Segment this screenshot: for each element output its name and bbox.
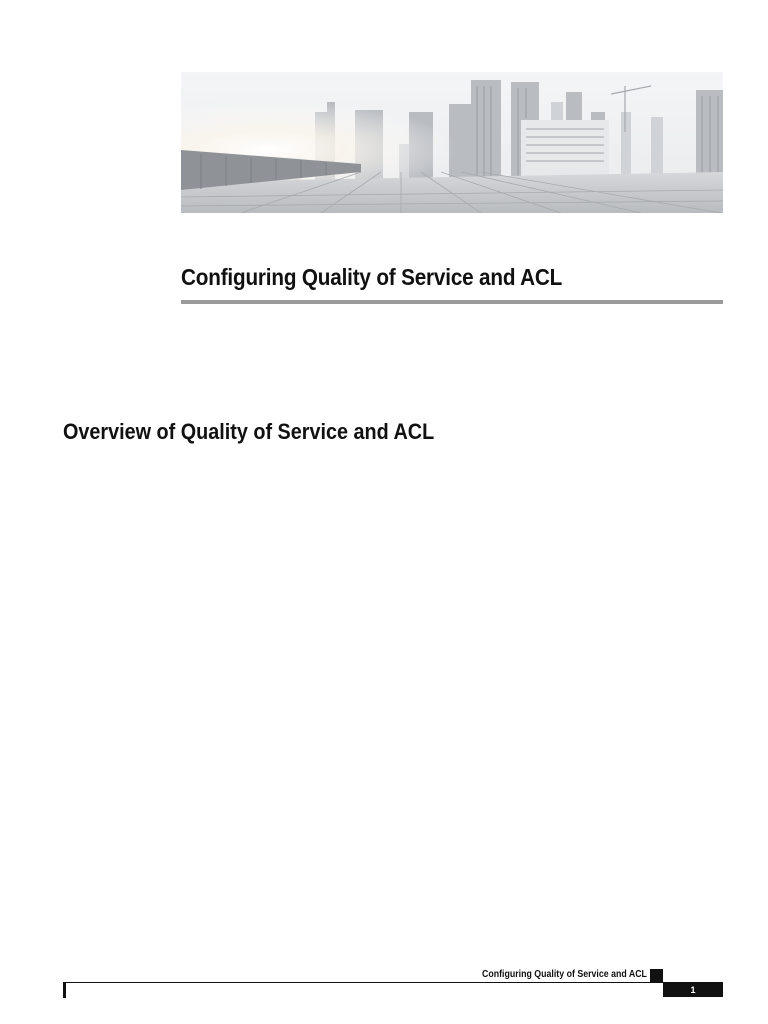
title-underline-rule bbox=[181, 300, 723, 304]
footer-marker-square bbox=[650, 969, 663, 982]
header-banner-image bbox=[181, 72, 723, 213]
footer-rule bbox=[63, 982, 723, 983]
footer-left-tick bbox=[63, 983, 66, 998]
section-heading: Overview of Quality of Service and ACL bbox=[63, 419, 435, 444]
chapter-title: Configuring Quality of Service and ACL bbox=[181, 264, 563, 290]
footer-running-title: Configuring Quality of Service and ACL bbox=[482, 969, 647, 980]
page-number: 1 bbox=[663, 983, 723, 997]
